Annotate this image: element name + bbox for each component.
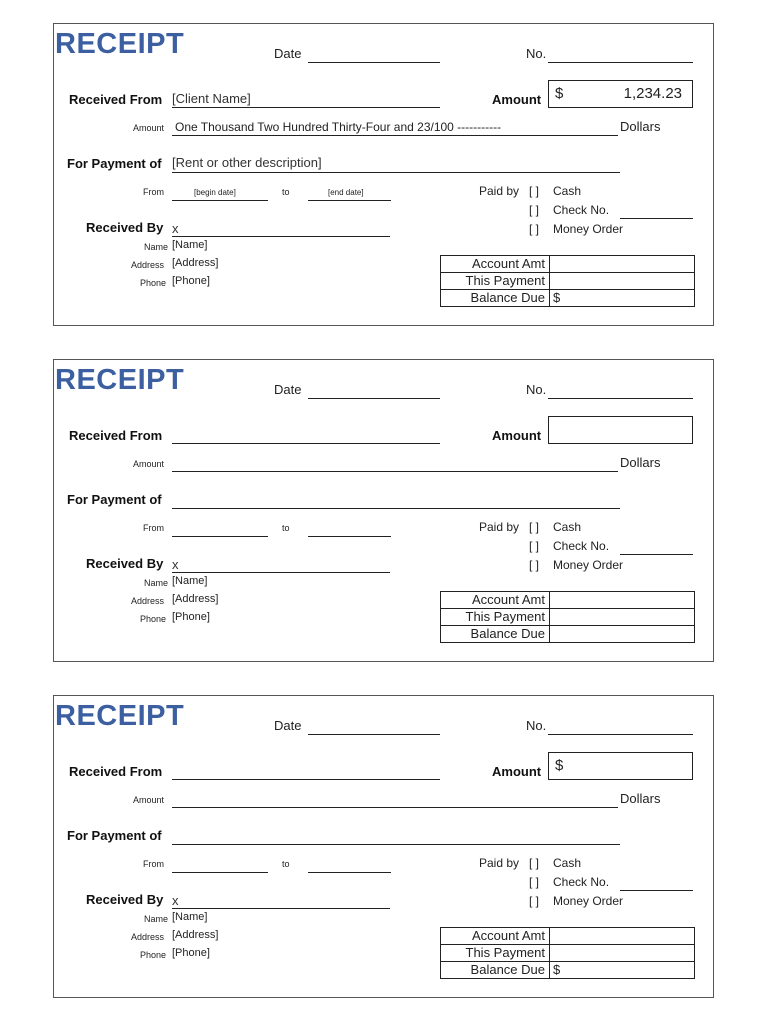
amount-field[interactable] [548, 752, 693, 780]
name-label: Name [144, 578, 169, 588]
cash-label: Cash [553, 856, 582, 870]
this-payment-row [441, 945, 695, 962]
address-value: [Address] [172, 929, 219, 941]
for-payment-field[interactable] [172, 508, 620, 509]
account-amt-label: Account Amt [441, 928, 550, 945]
balance-due-row [441, 626, 695, 643]
paid-by-label: Paid by [479, 184, 520, 198]
number-label: No. [526, 718, 547, 733]
balance-due-label: Balance Due [441, 290, 550, 307]
date-field[interactable] [308, 734, 440, 735]
for-payment-label: For Payment of [67, 492, 162, 507]
amount-words-label: Amount [133, 123, 165, 133]
this-payment-row [441, 609, 695, 626]
balance-due-label: Balance Due [441, 626, 550, 643]
amount-words-label: Amount [133, 795, 165, 805]
money-order-label: Money Order [553, 222, 624, 236]
check-no-label: Check No. [553, 203, 610, 217]
check-checkbox[interactable]: [ ] [529, 539, 540, 553]
cash-label: Cash [553, 520, 582, 534]
receipt-form-2 [53, 359, 714, 662]
amount-currency: $ [555, 85, 564, 102]
balance-due-label: Balance Due [441, 962, 550, 979]
signature-mark: x [172, 893, 179, 908]
received-by-label: Received By [86, 892, 164, 907]
account-amt-row [441, 592, 695, 609]
to-date-field[interactable] [308, 872, 391, 873]
account-amt-row [441, 256, 695, 273]
check-checkbox[interactable]: [ ] [529, 875, 540, 889]
amount-value: 1,234.23 [623, 85, 682, 102]
amount-field[interactable] [548, 80, 693, 108]
dollars-label: Dollars [620, 455, 661, 470]
to-date-field[interactable] [308, 200, 391, 201]
check-no-label: Check No. [553, 539, 610, 553]
money-order-label: Money Order [553, 894, 624, 908]
address-value: [Address] [172, 257, 219, 269]
paid-by-label: Paid by [479, 856, 520, 870]
cash-label: Cash [553, 184, 582, 198]
name-label: Name [144, 914, 169, 924]
date-field[interactable] [308, 398, 440, 399]
amount-field[interactable] [548, 416, 693, 444]
received-from-value: [Client Name] [172, 91, 251, 106]
for-payment-label: For Payment of [67, 156, 162, 171]
amount-words-value: One Thousand Two Hundred Thirty-Four and 23/100 ----------- [175, 120, 502, 134]
this-payment-field[interactable] [550, 945, 695, 962]
balance-due-field[interactable]: $ [550, 962, 695, 979]
phone-label: Phone [140, 614, 167, 624]
received-from-field[interactable] [172, 779, 440, 780]
amount-words-field[interactable] [172, 807, 618, 808]
cash-checkbox[interactable]: [ ] [529, 856, 540, 870]
date-label: Date [274, 718, 302, 733]
balance-due-row [441, 290, 695, 307]
balance-table [440, 927, 695, 979]
receipt-title: RECEIPT [55, 28, 185, 60]
dollars-label: Dollars [620, 791, 661, 806]
amount-label: Amount [492, 92, 542, 107]
balance-table [440, 255, 695, 307]
amount-label: Amount [492, 764, 542, 779]
dollars-label: Dollars [620, 119, 661, 134]
check-checkbox[interactable]: [ ] [529, 203, 540, 217]
phone-value: [Phone] [172, 611, 210, 623]
received-from-label: Received From [69, 428, 163, 443]
date-label: Date [274, 382, 302, 397]
from-date-field[interactable] [172, 536, 268, 537]
from-label: From [143, 187, 164, 197]
name-value: [Name] [172, 239, 208, 251]
received-from-label: Received From [69, 764, 163, 779]
money-order-checkbox[interactable]: [ ] [529, 222, 540, 236]
amount-label: Amount [492, 428, 542, 443]
balance-table [440, 591, 695, 643]
money-order-checkbox[interactable]: [ ] [529, 894, 540, 908]
account-amt-field[interactable] [550, 592, 695, 609]
account-amt-row [441, 928, 695, 945]
check-no-field[interactable] [620, 890, 693, 891]
receipt-number-field[interactable] [548, 734, 693, 735]
address-label: Address [131, 932, 165, 942]
from-date-value: [begin date] [194, 188, 236, 197]
date-label: Date [274, 46, 302, 61]
received-by-label: Received By [86, 556, 164, 571]
amount-words-label: Amount [133, 459, 165, 469]
amount-words-field[interactable] [172, 471, 618, 472]
cash-checkbox[interactable]: [ ] [529, 520, 540, 534]
phone-label: Phone [140, 950, 167, 960]
account-amt-label: Account Amt [441, 256, 550, 273]
to-label: to [282, 523, 290, 533]
check-no-field[interactable] [620, 554, 693, 555]
received-by-field[interactable] [172, 572, 390, 573]
name-label: Name [144, 242, 169, 252]
paid-by-label: Paid by [479, 520, 520, 534]
receipt-number-field[interactable] [548, 62, 693, 63]
name-value: [Name] [172, 911, 208, 923]
check-no-label: Check No. [553, 875, 610, 889]
number-label: No. [526, 46, 547, 61]
from-date-field[interactable] [172, 872, 268, 873]
phone-label: Phone [140, 278, 167, 288]
received-from-label: Received From [69, 92, 163, 107]
this-payment-label: This Payment [441, 945, 550, 962]
cash-checkbox[interactable]: [ ] [529, 184, 540, 198]
money-order-label: Money Order [553, 558, 624, 572]
for-payment-label: For Payment of [67, 828, 162, 843]
phone-value: [Phone] [172, 275, 210, 287]
received-from-field[interactable] [172, 443, 440, 444]
balance-due-field[interactable] [550, 626, 695, 643]
number-label: No. [526, 382, 547, 397]
this-payment-field[interactable] [550, 609, 695, 626]
receipt-form-3 [53, 695, 714, 998]
signature-mark: x [172, 557, 179, 572]
from-label: From [143, 523, 164, 533]
received-by-field[interactable] [172, 236, 390, 237]
amount-currency: $ [555, 757, 564, 774]
account-amt-field[interactable] [550, 928, 695, 945]
amount-words-field[interactable] [172, 135, 618, 136]
to-date-value: [end date] [328, 188, 364, 197]
balance-due-row [441, 962, 695, 979]
received-by-label: Received By [86, 220, 164, 235]
account-amt-label: Account Amt [441, 592, 550, 609]
for-payment-field[interactable] [172, 172, 620, 173]
signature-mark: x [172, 221, 179, 236]
name-value: [Name] [172, 575, 208, 587]
balance-due-field[interactable]: $ [550, 290, 695, 307]
address-label: Address [131, 260, 165, 270]
receipt-number-field[interactable] [548, 398, 693, 399]
account-amt-field[interactable] [550, 256, 695, 273]
to-label: to [282, 187, 290, 197]
receipt-title: RECEIPT [55, 700, 185, 732]
this-payment-label: This Payment [441, 273, 550, 290]
check-no-field[interactable] [620, 218, 693, 219]
date-field[interactable] [308, 62, 440, 63]
for-payment-field[interactable] [172, 844, 620, 845]
from-date-field[interactable] [172, 200, 268, 201]
address-value: [Address] [172, 593, 219, 605]
this-payment-label: This Payment [441, 609, 550, 626]
received-by-field[interactable] [172, 908, 390, 909]
money-order-checkbox[interactable]: [ ] [529, 558, 540, 572]
phone-value: [Phone] [172, 947, 210, 959]
receipt-form-1 [53, 23, 714, 326]
this-payment-row [441, 273, 695, 290]
for-payment-value: [Rent or other description] [172, 155, 322, 170]
receipt-title: RECEIPT [55, 364, 185, 396]
address-label: Address [131, 596, 165, 606]
received-from-field[interactable] [172, 107, 440, 108]
from-label: From [143, 859, 164, 869]
to-label: to [282, 859, 290, 869]
this-payment-field[interactable] [550, 273, 695, 290]
to-date-field[interactable] [308, 536, 391, 537]
